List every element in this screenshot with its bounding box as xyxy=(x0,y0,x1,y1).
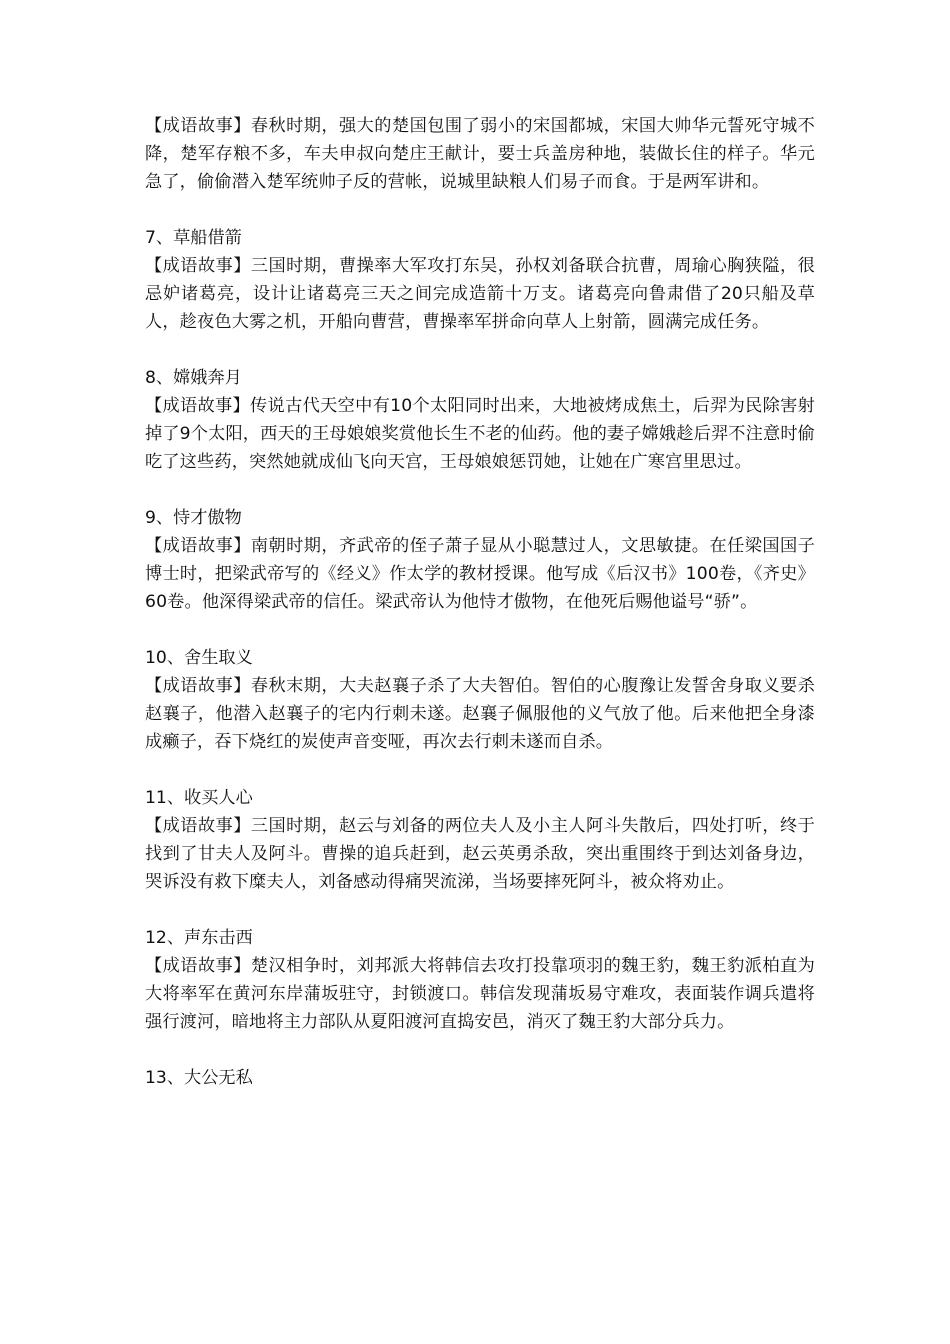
document-page xyxy=(145,112,815,1092)
paragraph-gap xyxy=(145,756,815,784)
story-heading: 9、恃才傲物 xyxy=(145,508,242,528)
paragraph-gap xyxy=(145,896,815,924)
story-heading: 12、声东击西 xyxy=(145,928,253,948)
story-paragraph: 【成语故事】三国时期，赵云与刘备的两位夫人及小主人阿斗失散后，四处打听，终于找到了甘夫人及阿斗。曹操的追兵赶到，赵云英勇杀敌，突出重围终于到达刘备身边，哭诉没有救下糜夫人，刘备感动得痛哭流涕，当场要摔死阿斗，被众将劝止。 xyxy=(145,816,815,892)
final-heading: 13、大公无私 xyxy=(145,1068,253,1088)
story-block xyxy=(145,644,815,756)
story-heading: 11、收买人心 xyxy=(145,788,253,808)
paragraph-gap xyxy=(145,336,815,364)
story-paragraph: 【成语故事】三国时期，曹操率大军攻打东吴，孙权刘备联合抗曹，周瑜心胸狭隘，很忌妒诸葛亮，设计让诸葛亮三天之间完成造箭十万支。诸葛亮向鲁肃借了20只船及草人，趁夜色大雾之机，开船向曹营，曹操率军拼命向草人上射箭，圆满完成任务。 xyxy=(145,256,815,332)
story-block xyxy=(145,504,815,616)
story-heading: 10、舍生取义 xyxy=(145,648,253,668)
story-paragraph: 【成语故事】传说古代天空中有10个太阳同时出来，大地被烤成焦土，后羿为民除害射掉了9个太阳，西天的王母娘娘奖赏他长生不老的仙药。他的妻子嫦娥趁后羿不注意时偷吃了这些药，突然她就成仙飞向天宫，王母娘娘惩罚她，让她在广寒宫里思过。 xyxy=(145,396,815,472)
story-paragraph: 【成语故事】楚汉相争时，刘邦派大将韩信去攻打投靠项羽的魏王豹，魏王豹派柏直为大将率军在黄河东岸蒲坂驻守，封锁渡口。韩信发现蒲坂易守难攻，表面装作调兵遣将强行渡河，暗地将主力部队从夏阳渡河直捣安邑，消灭了魏王豹大部分兵力。 xyxy=(145,956,815,1032)
story-block xyxy=(145,224,815,336)
story-heading: 8、嫦娥奔月 xyxy=(145,368,242,388)
paragraph-gap xyxy=(145,476,815,504)
story-block xyxy=(145,364,815,476)
intro-paragraph: 【成语故事】春秋时期，强大的楚国包围了弱小的宋国都城，宋国大帅华元誓死守城不降，楚军存粮不多，车夫申叔向楚庄王献计，要士兵盖房种地，装做长住的样子。华元急了，偷偷潜入楚军统帅子反的营帐，说城里缺粮人们易子而食。于是两军讲和。 xyxy=(145,116,815,192)
paragraph-gap xyxy=(145,196,815,224)
paragraph-gap xyxy=(145,1036,815,1064)
story-block xyxy=(145,924,815,1036)
story-paragraph: 【成语故事】南朝时期，齐武帝的侄子萧子显从小聪慧过人，文思敏捷。在任梁国国子博士时，把梁武帝写的《经义》作太学的教材授课。他写成《后汉书》100卷，《齐史》60卷。他深得梁武帝的信任。梁武帝认为他恃才傲物，在他死后赐他谥号“骄”。 xyxy=(145,536,815,612)
paragraph-gap xyxy=(145,616,815,644)
story-block xyxy=(145,784,815,896)
story-paragraph: 【成语故事】春秋末期，大夫赵襄子杀了大夫智伯。智伯的心腹豫让发誓舍身取义要杀赵襄子，他潜入赵襄子的宅内行刺未遂。赵襄子佩服他的义气放了他。后来他把全身漆成癞子，吞下烧红的炭使声音变哑，再次去行刺未遂而自杀。 xyxy=(145,676,815,752)
story-heading: 7、草船借箭 xyxy=(145,228,242,248)
